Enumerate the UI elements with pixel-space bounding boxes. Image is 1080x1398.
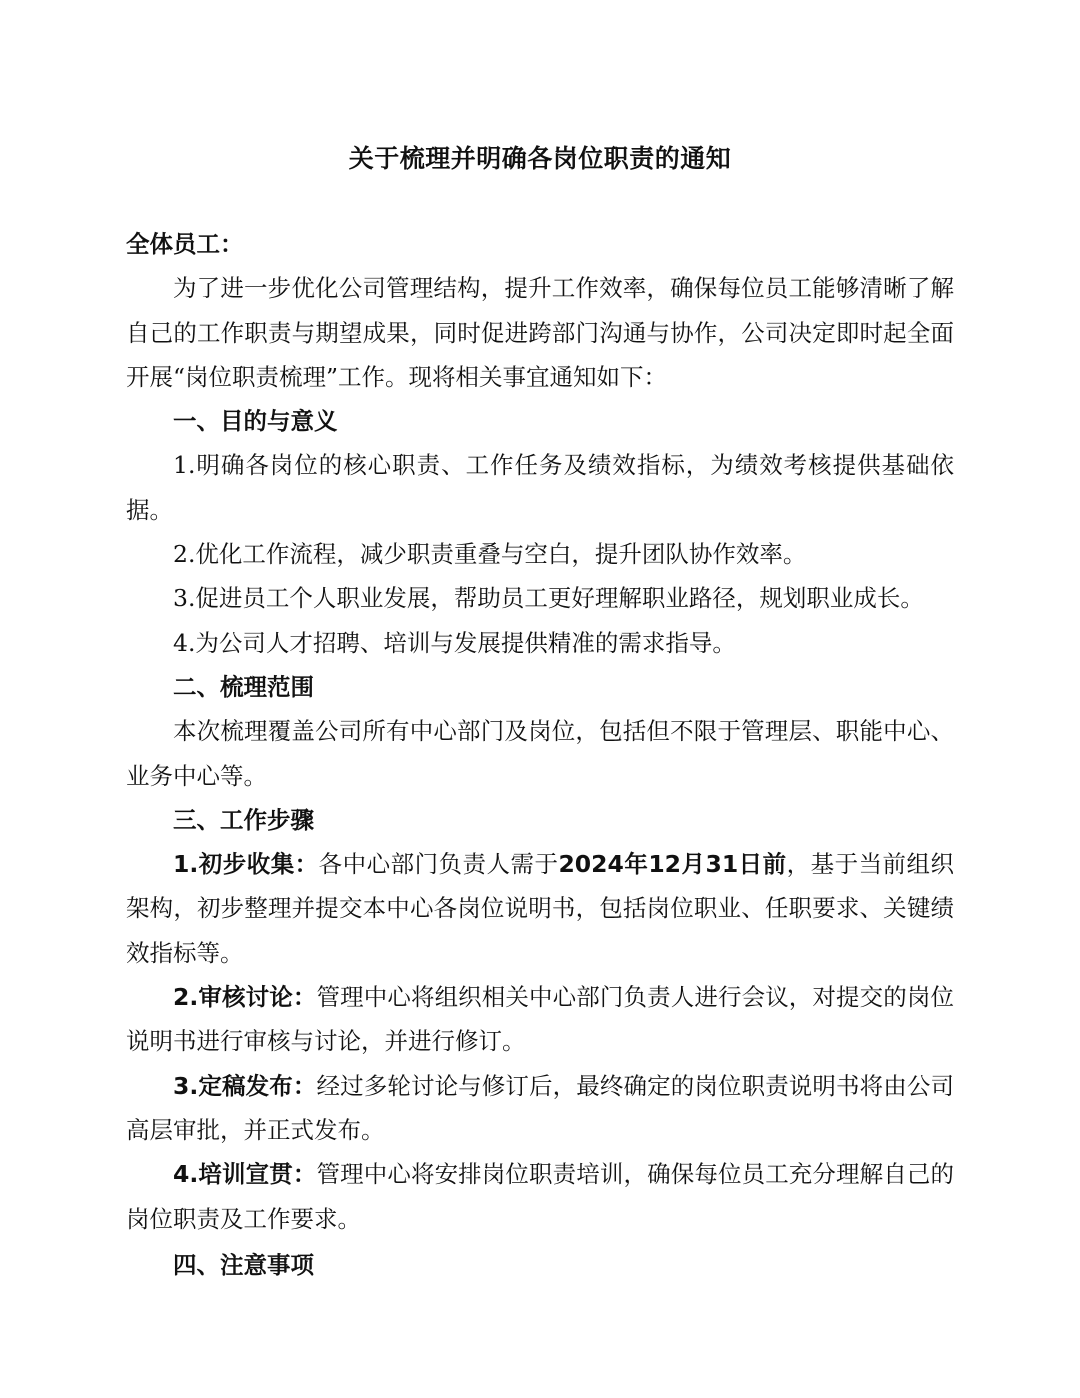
purpose-item-1: 1.明确各岗位的核心职责、工作任务及绩效指标，为绩效考核提供基础依据。	[126, 451, 954, 524]
purpose-item-4: 4.为公司人才招聘、培训与发展提供精准的需求指导。	[173, 628, 736, 657]
step-3-text: 经过多轮讨论与修订后，最终确定的岗位职责说明书将由公司高层审批，并正式发布。	[126, 1071, 955, 1144]
step-1-label: 1.初步收集：	[173, 850, 319, 879]
step-4	[126, 1152, 954, 1241]
salutation: 全体员工：	[126, 230, 244, 258]
section-heading-steps: 三、工作步骤	[173, 805, 314, 834]
step-4-text: 管理中心将安排岗位职责培训，确保每位员工充分理解自己的岗位职责及工作要求。	[126, 1160, 955, 1233]
section-heading-scope: 二、梳理范围	[173, 672, 314, 701]
step-1-text-before: 各中心部门负责人需于	[318, 850, 559, 879]
step-3	[126, 1064, 954, 1153]
intro-paragraph: 为了进一步优化公司管理结构，提升工作效率，确保每位员工能够清晰了解自己的工作职责与期望成果，同时促进跨部门沟通与协作，公司决定即时起全面开展“岗位职责梳理”工作。现将相关事宜通知如下：	[126, 274, 954, 391]
purpose-item-2: 2.优化工作流程，减少职责重叠与空白，提升团队协作效率。	[173, 540, 807, 569]
step-2-label: 2.审核讨论：	[173, 983, 317, 1012]
step-2-text: 管理中心将组织相关中心部门负责人进行会议，对提交的岗位说明书进行审核与讨论，并进行修订。	[126, 983, 955, 1056]
section-heading-notes: 四、注意事项	[173, 1250, 314, 1279]
scope-paragraph: 本次梳理覆盖公司所有中心部门及岗位，包括但不限于管理层、职能中心、业务中心等。	[126, 717, 954, 790]
step-2	[126, 975, 954, 1064]
purpose-item-3: 3.促进员工个人职业发展，帮助员工更好理解职业路径，规划职业成长。	[173, 584, 924, 613]
step-1-deadline: 2024年12月31日前	[558, 850, 787, 879]
document-title: 关于梳理并明确各岗位职责的通知	[348, 144, 732, 173]
step-4-label: 4.培训宣贯：	[173, 1160, 317, 1189]
step-3-label: 3.定稿发布：	[173, 1071, 317, 1100]
step-1	[126, 842, 954, 975]
step-1-text-after: ，基于当前组织架构，初步整理并提交本中心各岗位说明书，包括岗位职业、任职要求、关键绩效指标等。	[126, 850, 955, 967]
section-heading-purpose: 一、目的与意义	[173, 407, 338, 436]
